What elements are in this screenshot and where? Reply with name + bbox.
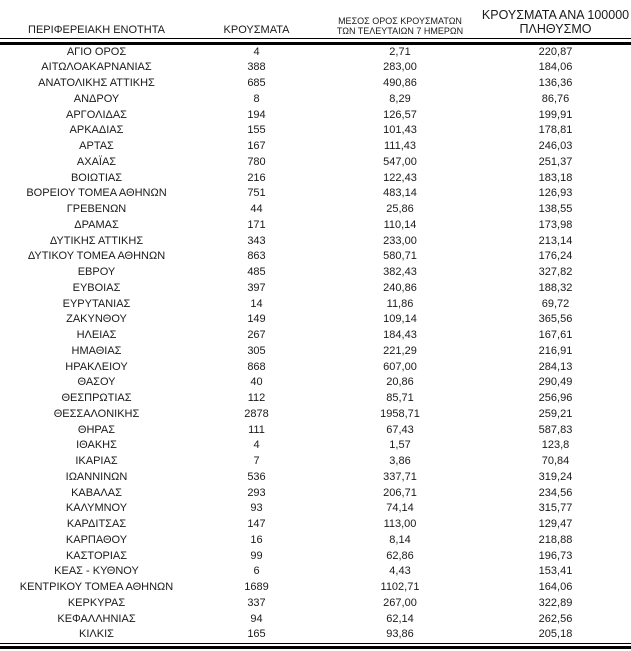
per-100000-cell: 183,18 — [538, 171, 573, 184]
table-row — [0, 438, 631, 454]
avg-7-days-cell: 126,57 — [383, 108, 417, 121]
cases-cell: 267 — [247, 329, 266, 341]
cases-cell: 94 — [250, 612, 263, 625]
per-100000-cell: 251,37 — [538, 155, 573, 168]
regional-unit-cell: ΚΑΒΑΛΑΣ — [71, 486, 122, 499]
regional-unit-cell: ΖΑΚΥΝΘΟΥ — [66, 313, 127, 326]
per-100000-cell: 69,72 — [541, 297, 570, 310]
cases-cell: 216 — [247, 171, 266, 184]
regional-unit-cell: ΚΕΡΚΥΡΑΣ — [67, 596, 126, 609]
column-header-regional-unit — [0, 24, 193, 38]
table-row — [0, 281, 631, 297]
avg-7-days-cell: 74,14 — [386, 502, 414, 515]
per-100000-cell: 256,96 — [538, 392, 573, 404]
per-100000-cell: 365,56 — [538, 313, 573, 326]
table-row — [0, 108, 631, 124]
per-100000-cell: 218,88 — [538, 533, 573, 546]
cases-cell: 337 — [247, 596, 266, 609]
regional-unit-cell: ΚΙΛΚΙΣ — [79, 628, 114, 641]
avg-7-days-cell: 283,00 — [383, 61, 417, 74]
regional-unit-cell: ΘΕΣΣΑΛΟΝΙΚΗΣ — [53, 407, 140, 420]
avg-7-days-cell: 580,71 — [383, 250, 417, 263]
column-header-cases — [193, 24, 320, 38]
regional-unit-cell: ΙΘΑΚΗΣ — [76, 439, 117, 452]
avg-7-days-cell: 483,14 — [383, 187, 417, 200]
table-row — [0, 486, 631, 502]
avg-7-days-cell: 547,00 — [383, 155, 417, 168]
per-100000-cell: 199,91 — [538, 108, 573, 121]
cases-cell: 44 — [250, 203, 263, 215]
regional-unit-cell: ΙΩΑΝΝΙΝΩΝ — [65, 470, 128, 483]
cases-cell: 868 — [247, 360, 266, 373]
table-row — [0, 76, 631, 92]
regional-unit-cell: ΑΓΙΟ ΟΡΟΣ — [66, 45, 127, 58]
table-row — [0, 186, 631, 202]
column-header-label-line2: ΤΩΝ ΤΕΛΕΥΤΑΙΩΝ 7 ΗΜΕΡΩΝ — [336, 25, 464, 36]
table-row — [0, 596, 631, 612]
cases-cell: 171 — [247, 218, 266, 231]
per-100000-cell: 167,61 — [538, 329, 573, 341]
avg-7-days-cell: 113,00 — [383, 518, 417, 530]
avg-7-days-cell: 1102,71 — [380, 581, 420, 593]
per-100000-cell: 196,73 — [538, 549, 573, 562]
regional-unit-cell: ΗΡΑΚΛΕΙΟΥ — [65, 360, 128, 373]
regional-unit-cell: ΘΑΣΟΥ — [77, 376, 116, 389]
table-row — [0, 60, 631, 76]
table-row — [0, 45, 631, 61]
per-100000-cell: 164,06 — [538, 581, 573, 593]
regional-unit-cell: ΒΟΡΕΙΟΥ ΤΟΜΕΑ ΑΘΗΝΩΝ — [26, 187, 167, 200]
avg-7-days-cell: 206,71 — [383, 486, 417, 499]
cases-cell: 149 — [247, 313, 266, 326]
per-100000-cell: 153,41 — [538, 565, 573, 578]
regional-unit-cell: ΗΛΕΙΑΣ — [76, 329, 117, 341]
regional-unit-cell: ΔΥΤΙΚΟΥ ΤΟΜΕΑ ΑΘΗΝΩΝ — [27, 250, 166, 263]
regional-unit-cell: ΕΥΡΥΤΑΝΙΑΣ — [62, 297, 131, 310]
cases-cell: 14 — [250, 297, 263, 310]
cases-cell: 6 — [253, 565, 260, 578]
cases-cell: 112 — [247, 392, 266, 404]
avg-7-days-cell: 382,43 — [383, 266, 417, 278]
cases-cell: 4 — [253, 45, 260, 58]
regional-unit-cell: ΑΡΚΑΔΙΑΣ — [69, 124, 124, 137]
cases-cell: 194 — [247, 108, 266, 121]
column-header-label-line2: ΠΛΗΘΥΣΜΟ — [519, 22, 592, 36]
avg-7-days-cell: 8,29 — [389, 92, 411, 105]
cases-cell: 7 — [253, 455, 260, 467]
cases-cell: 16 — [250, 533, 263, 546]
avg-7-days-cell: 25,86 — [386, 203, 414, 215]
cases-cell: 293 — [247, 486, 266, 499]
per-100000-cell: 176,24 — [538, 250, 573, 263]
avg-7-days-cell: 3,86 — [389, 455, 411, 467]
avg-7-days-cell: 1958,71 — [380, 407, 420, 420]
regional-unit-cell: ΙΚΑΡΙΑΣ — [75, 455, 118, 467]
avg-7-days-cell: 4,43 — [389, 565, 411, 578]
table-row — [0, 297, 631, 313]
per-100000-cell: 246,03 — [538, 140, 573, 152]
regional-unit-cell: ΚΕΑΣ - ΚΥΘΝΟΥ — [54, 565, 139, 578]
table-header-row — [0, 0, 631, 38]
per-100000-cell: 173,98 — [538, 218, 573, 231]
table-row — [0, 580, 631, 596]
table-row — [0, 470, 631, 486]
per-100000-cell: 220,87 — [538, 45, 573, 58]
avg-7-days-cell: 8,14 — [389, 533, 411, 546]
table-row — [0, 234, 631, 250]
table-row — [0, 155, 631, 171]
cases-cell: 863 — [247, 250, 266, 263]
regional-unit-cell: ΚΑΛΥΜΝΟΥ — [65, 502, 128, 515]
table-row — [0, 218, 631, 234]
per-100000-cell: 213,14 — [538, 234, 573, 247]
table-row — [0, 627, 631, 643]
table-bottom-border — [0, 646, 631, 649]
avg-7-days-cell: 85,71 — [386, 392, 414, 404]
table-row — [0, 328, 631, 344]
table-row — [0, 360, 631, 376]
table-row — [0, 517, 631, 533]
cases-cell: 485 — [247, 266, 266, 278]
table-row — [0, 265, 631, 281]
regional-unit-cell: ΚΕΦΑΛΛΗΝΙΑΣ — [57, 612, 136, 625]
avg-7-days-cell: 1,57 — [389, 439, 411, 452]
table-row — [0, 564, 631, 580]
per-100000-cell: 129,47 — [538, 518, 573, 530]
table-row — [0, 312, 631, 328]
regional-unit-cell: ΑΝΑΤΟΛΙΚΗΣ ΑΤΤΙΚΗΣ — [38, 77, 155, 89]
per-100000-cell: 205,18 — [538, 628, 573, 641]
avg-7-days-cell: 101,43 — [383, 124, 417, 137]
avg-7-days-cell: 122,43 — [383, 171, 417, 184]
table-row — [0, 501, 631, 517]
cases-cell: 536 — [247, 470, 266, 483]
per-100000-cell: 70,84 — [541, 455, 570, 467]
cases-cell: 4 — [253, 439, 260, 452]
column-header-label-line1: ΜΕΣΟΣ ΟΡΟΣ ΚΡΟΥΣΜΑΤΩΝ — [338, 15, 462, 26]
regional-unit-cell: ΚΑΡΔΙΤΣΑΣ — [66, 518, 127, 530]
avg-7-days-cell: 93,86 — [386, 628, 414, 641]
regional-unit-cell: ΑΝΔΡΟΥ — [73, 92, 120, 105]
cases-cell: 93 — [250, 502, 263, 515]
regional-unit-cell: ΘΗΡΑΣ — [77, 423, 116, 436]
cases-cell: 155 — [247, 124, 266, 137]
per-100000-cell: 284,13 — [538, 360, 573, 373]
cases-cell: 111 — [248, 423, 265, 436]
table-row — [0, 344, 631, 360]
avg-7-days-cell: 184,43 — [383, 329, 417, 341]
per-100000-cell: 188,32 — [538, 281, 573, 294]
cases-cell: 343 — [247, 234, 266, 247]
table-row — [0, 454, 631, 470]
table-row — [0, 202, 631, 218]
cases-cell: 167 — [247, 140, 266, 152]
regional-unit-cell: ΔΥΤΙΚΗΣ ΑΤΤΙΚΗΣ — [49, 234, 144, 247]
column-header-avg-7-days — [320, 16, 480, 38]
avg-7-days-cell: 62,14 — [386, 612, 414, 625]
regional-unit-cell: ΕΥΒΟΙΑΣ — [72, 281, 121, 294]
table-row — [0, 92, 631, 108]
cases-cell: 2878 — [244, 407, 269, 420]
table-row — [0, 549, 631, 565]
cases-cell: 305 — [247, 344, 266, 357]
table-body — [0, 45, 631, 644]
per-100000-cell: 262,56 — [538, 612, 573, 625]
avg-7-days-cell: 67,43 — [386, 423, 414, 436]
regional-unit-cell: ΒΟΙΩΤΙΑΣ — [70, 171, 123, 184]
cases-cell: 780 — [247, 155, 266, 168]
per-100000-cell: 259,21 — [538, 407, 573, 420]
per-100000-cell: 315,77 — [538, 502, 573, 515]
per-100000-cell: 184,06 — [538, 61, 573, 74]
avg-7-days-cell: 240,86 — [383, 281, 417, 294]
avg-7-days-cell: 20,86 — [386, 376, 414, 389]
regional-unit-cell: ΚΕΝΤΡΙΚΟΥ ΤΟΜΕΑ ΑΘΗΝΩΝ — [19, 581, 174, 593]
column-header-label: ΠΕΡΙΦΕΡΕΙΑΚΗ ΕΝΟΤΗΤΑ — [28, 23, 165, 36]
column-header-cases-per-100000 — [480, 8, 631, 38]
cases-cell: 99 — [250, 549, 263, 562]
per-100000-cell: 319,24 — [538, 470, 573, 483]
avg-7-days-cell: 11,86 — [386, 297, 414, 310]
cases-cell: 388 — [247, 61, 266, 74]
regional-unit-cell: ΑΙΤΩΛΟΑΚΑΡΝΑΝΙΑΣ — [41, 61, 152, 74]
avg-7-days-cell: 607,00 — [383, 360, 417, 373]
regional-unit-cell: ΗΜΑΘΙΑΣ — [71, 344, 122, 357]
regional-unit-cell: ΘΕΣΠΡΩΤΙΑΣ — [61, 392, 132, 404]
table-row — [0, 171, 631, 187]
regional-unit-cell: ΑΡΓΟΛΙΔΑΣ — [66, 108, 127, 121]
cases-cell: 397 — [247, 281, 266, 294]
avg-7-days-cell: 490,86 — [383, 77, 417, 89]
table-row — [0, 612, 631, 628]
avg-7-days-cell: 110,14 — [383, 218, 417, 231]
cases-cell: 685 — [247, 77, 266, 89]
per-100000-cell: 234,56 — [538, 486, 573, 499]
regional-unit-cell: ΔΡΑΜΑΣ — [74, 218, 119, 231]
regional-unit-cell: ΚΑΣΤΟΡΙΑΣ — [65, 549, 128, 562]
per-100000-cell: 178,81 — [538, 124, 573, 137]
avg-7-days-cell: 62,86 — [386, 549, 414, 562]
regional-unit-cell: ΓΡΕΒΕΝΩΝ — [66, 203, 127, 215]
table-row — [0, 249, 631, 265]
column-header-label-line1: ΚΡΟΥΣΜΑΤΑ ΑΝΑ 100000 — [481, 8, 630, 22]
table-row — [0, 139, 631, 155]
avg-7-days-cell: 221,29 — [383, 344, 417, 357]
per-100000-cell: 216,91 — [538, 344, 573, 357]
table-row — [0, 123, 631, 139]
avg-7-days-cell: 2,71 — [389, 45, 411, 58]
cases-cell: 165 — [247, 628, 266, 641]
per-100000-cell: 587,83 — [538, 423, 573, 436]
table-row — [0, 407, 631, 423]
per-100000-cell: 327,82 — [538, 266, 573, 278]
per-100000-cell: 126,93 — [538, 187, 573, 200]
per-100000-cell: 322,89 — [538, 596, 573, 609]
regional-unit-cell: ΑΧΑΪΑΣ — [76, 155, 117, 168]
column-header-label: ΚΡΟΥΣΜΑΤΑ — [223, 23, 290, 36]
per-100000-cell: 123,8 — [541, 439, 570, 452]
regional-unit-cell: ΕΒΡΟΥ — [77, 266, 116, 278]
table-row — [0, 391, 631, 407]
cases-cell: 40 — [250, 376, 263, 389]
table-row — [0, 533, 631, 549]
cases-cell: 751 — [247, 187, 266, 200]
avg-7-days-cell: 109,14 — [383, 313, 417, 326]
per-100000-cell: 138,55 — [538, 203, 573, 215]
cases-cell: 8 — [253, 92, 260, 105]
per-100000-cell: 136,36 — [538, 77, 573, 89]
per-100000-cell: 290,49 — [538, 376, 573, 389]
regional-unit-cell: ΑΡΤΑΣ — [79, 140, 114, 152]
table-row — [0, 375, 631, 391]
avg-7-days-cell: 267,00 — [383, 596, 417, 609]
regional-unit-cell: ΚΑΡΠΑΘΟΥ — [65, 533, 128, 546]
avg-7-days-cell: 111,43 — [383, 140, 416, 152]
table-row — [0, 423, 631, 439]
avg-7-days-cell: 337,71 — [383, 470, 417, 483]
cases-cell: 1689 — [244, 581, 269, 593]
per-100000-cell: 86,76 — [541, 92, 570, 105]
avg-7-days-cell: 233,00 — [383, 234, 417, 247]
cases-cell: 147 — [247, 518, 266, 530]
